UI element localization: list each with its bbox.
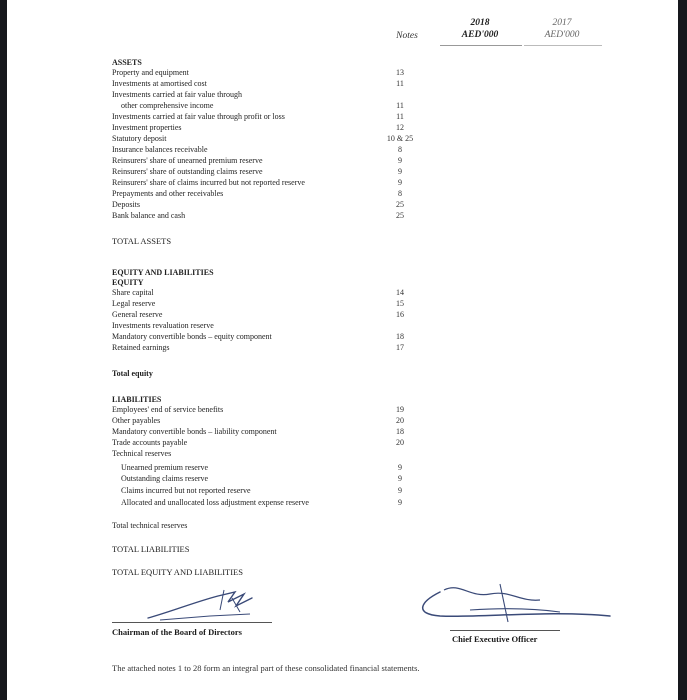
row-note: 20 <box>396 416 404 425</box>
row-label: Trade accounts payable <box>112 438 188 447</box>
row-label: Retained earnings <box>112 343 170 352</box>
row-note: 13 <box>396 68 404 77</box>
row-label: Employees' end of service benefits <box>112 405 224 414</box>
row-note: 10 & 25 <box>386 134 414 143</box>
row-label: Prepayments and other receivables <box>112 189 224 198</box>
total-liabilities-label: TOTAL LIABILITIES <box>112 544 190 554</box>
year-2017-label: 2017 <box>552 18 572 28</box>
row-note: 12 <box>396 123 404 132</box>
row-note: 9 <box>398 178 402 187</box>
chairman-signature <box>140 588 280 624</box>
ceo-title: Chief Executive Officer <box>452 634 538 644</box>
row-label: Mandatory convertible bonds – equity component <box>112 332 272 341</box>
year-2017-header <box>522 17 602 41</box>
row-label: Reinsurers' share of unearned premium reserve <box>112 156 263 165</box>
notes-column-header: Notes <box>396 31 418 41</box>
liabilities-heading: LIABILITIES <box>112 395 162 404</box>
row-label: Insurance balances receivable <box>112 145 208 154</box>
row-note: 8 <box>398 145 402 154</box>
footer-note: The attached notes 1 to 28 form an integral part of these consolidated financial statements. <box>112 663 420 673</box>
row-note: 11 <box>396 112 404 121</box>
row-note: 9 <box>398 474 402 483</box>
grand-total-label: TOTAL EQUITY AND LIABILITIES <box>112 567 243 577</box>
row-label: Investment properties <box>112 123 182 132</box>
row-label: Allocated and unallocated loss adjustment expense reserve <box>121 498 309 507</box>
row-label: Share capital <box>112 288 154 297</box>
row-note: 25 <box>396 200 404 209</box>
row-note: 16 <box>396 310 404 319</box>
row-note: 9 <box>398 486 402 495</box>
year-2018-header <box>440 17 520 41</box>
right-page-edge <box>678 0 687 700</box>
row-note: 9 <box>398 156 402 165</box>
row-label: Reinsurers' share of outstanding claims reserve <box>112 167 263 176</box>
chairman-title: Chairman of the Board of Directors <box>112 627 242 637</box>
left-page-edge <box>0 0 7 700</box>
row-label: Deposits <box>112 200 140 209</box>
technical-reserves-heading: Technical reserves <box>112 449 172 458</box>
row-label: Mandatory convertible bonds – liability component <box>112 427 277 436</box>
row-note: 9 <box>398 463 402 472</box>
row-note: 9 <box>398 498 402 507</box>
row-note: 25 <box>396 211 404 220</box>
row-note: 14 <box>396 288 404 297</box>
row-label: Bank balance and cash <box>112 211 186 220</box>
unit-2017-label: AED'000 <box>544 30 580 40</box>
row-note: 20 <box>396 438 404 447</box>
row-note: 18 <box>396 427 404 436</box>
ceo-signature-line <box>450 630 560 631</box>
row-label: Other payables <box>112 416 161 425</box>
row-label: other comprehensive income <box>121 101 214 110</box>
row-label: Legal reserve <box>112 299 156 308</box>
year-2018-label: 2018 <box>470 18 490 28</box>
ceo-signature <box>400 580 620 628</box>
total-assets-label: TOTAL ASSETS <box>112 236 172 246</box>
assets-heading: ASSETS <box>112 58 142 67</box>
header-rule-2017 <box>524 45 602 46</box>
row-label: Claims incurred but not reported reserve <box>121 486 251 495</box>
header-rule-2018 <box>440 45 522 46</box>
row-label: General reserve <box>112 310 163 319</box>
row-note: 15 <box>396 299 404 308</box>
total-equity-label: Total equity <box>112 369 153 378</box>
total-technical-reserves-label: Total technical reserves <box>112 521 188 530</box>
row-label: Investments carried at fair value through profit or loss <box>112 112 285 121</box>
row-note: 18 <box>396 332 404 341</box>
row-label: Reinsurers' share of claims incurred but not reported reserve <box>112 178 305 187</box>
row-note: 11 <box>396 101 404 110</box>
row-label: Investments carried at fair value through <box>112 90 242 99</box>
unit-2018-label: AED'000 <box>461 30 499 40</box>
row-label: Property and equipment <box>112 68 189 77</box>
row-note: 17 <box>396 343 404 352</box>
row-note: 9 <box>398 167 402 176</box>
row-label: Investments revaluation reserve <box>112 321 214 330</box>
equity-subheading: EQUITY <box>112 278 144 287</box>
row-note: 8 <box>398 189 402 198</box>
row-label: Unearned premium reserve <box>121 463 209 472</box>
row-note: 11 <box>396 79 404 88</box>
row-label: Statutory deposit <box>112 134 167 143</box>
chairman-signature-line <box>112 622 272 623</box>
row-label: Investments at amortised cost <box>112 79 207 88</box>
row-label: Outstanding claims reserve <box>121 474 209 483</box>
equity-liabilities-heading: EQUITY AND LIABILITIES <box>112 268 214 277</box>
row-note: 19 <box>396 405 404 414</box>
